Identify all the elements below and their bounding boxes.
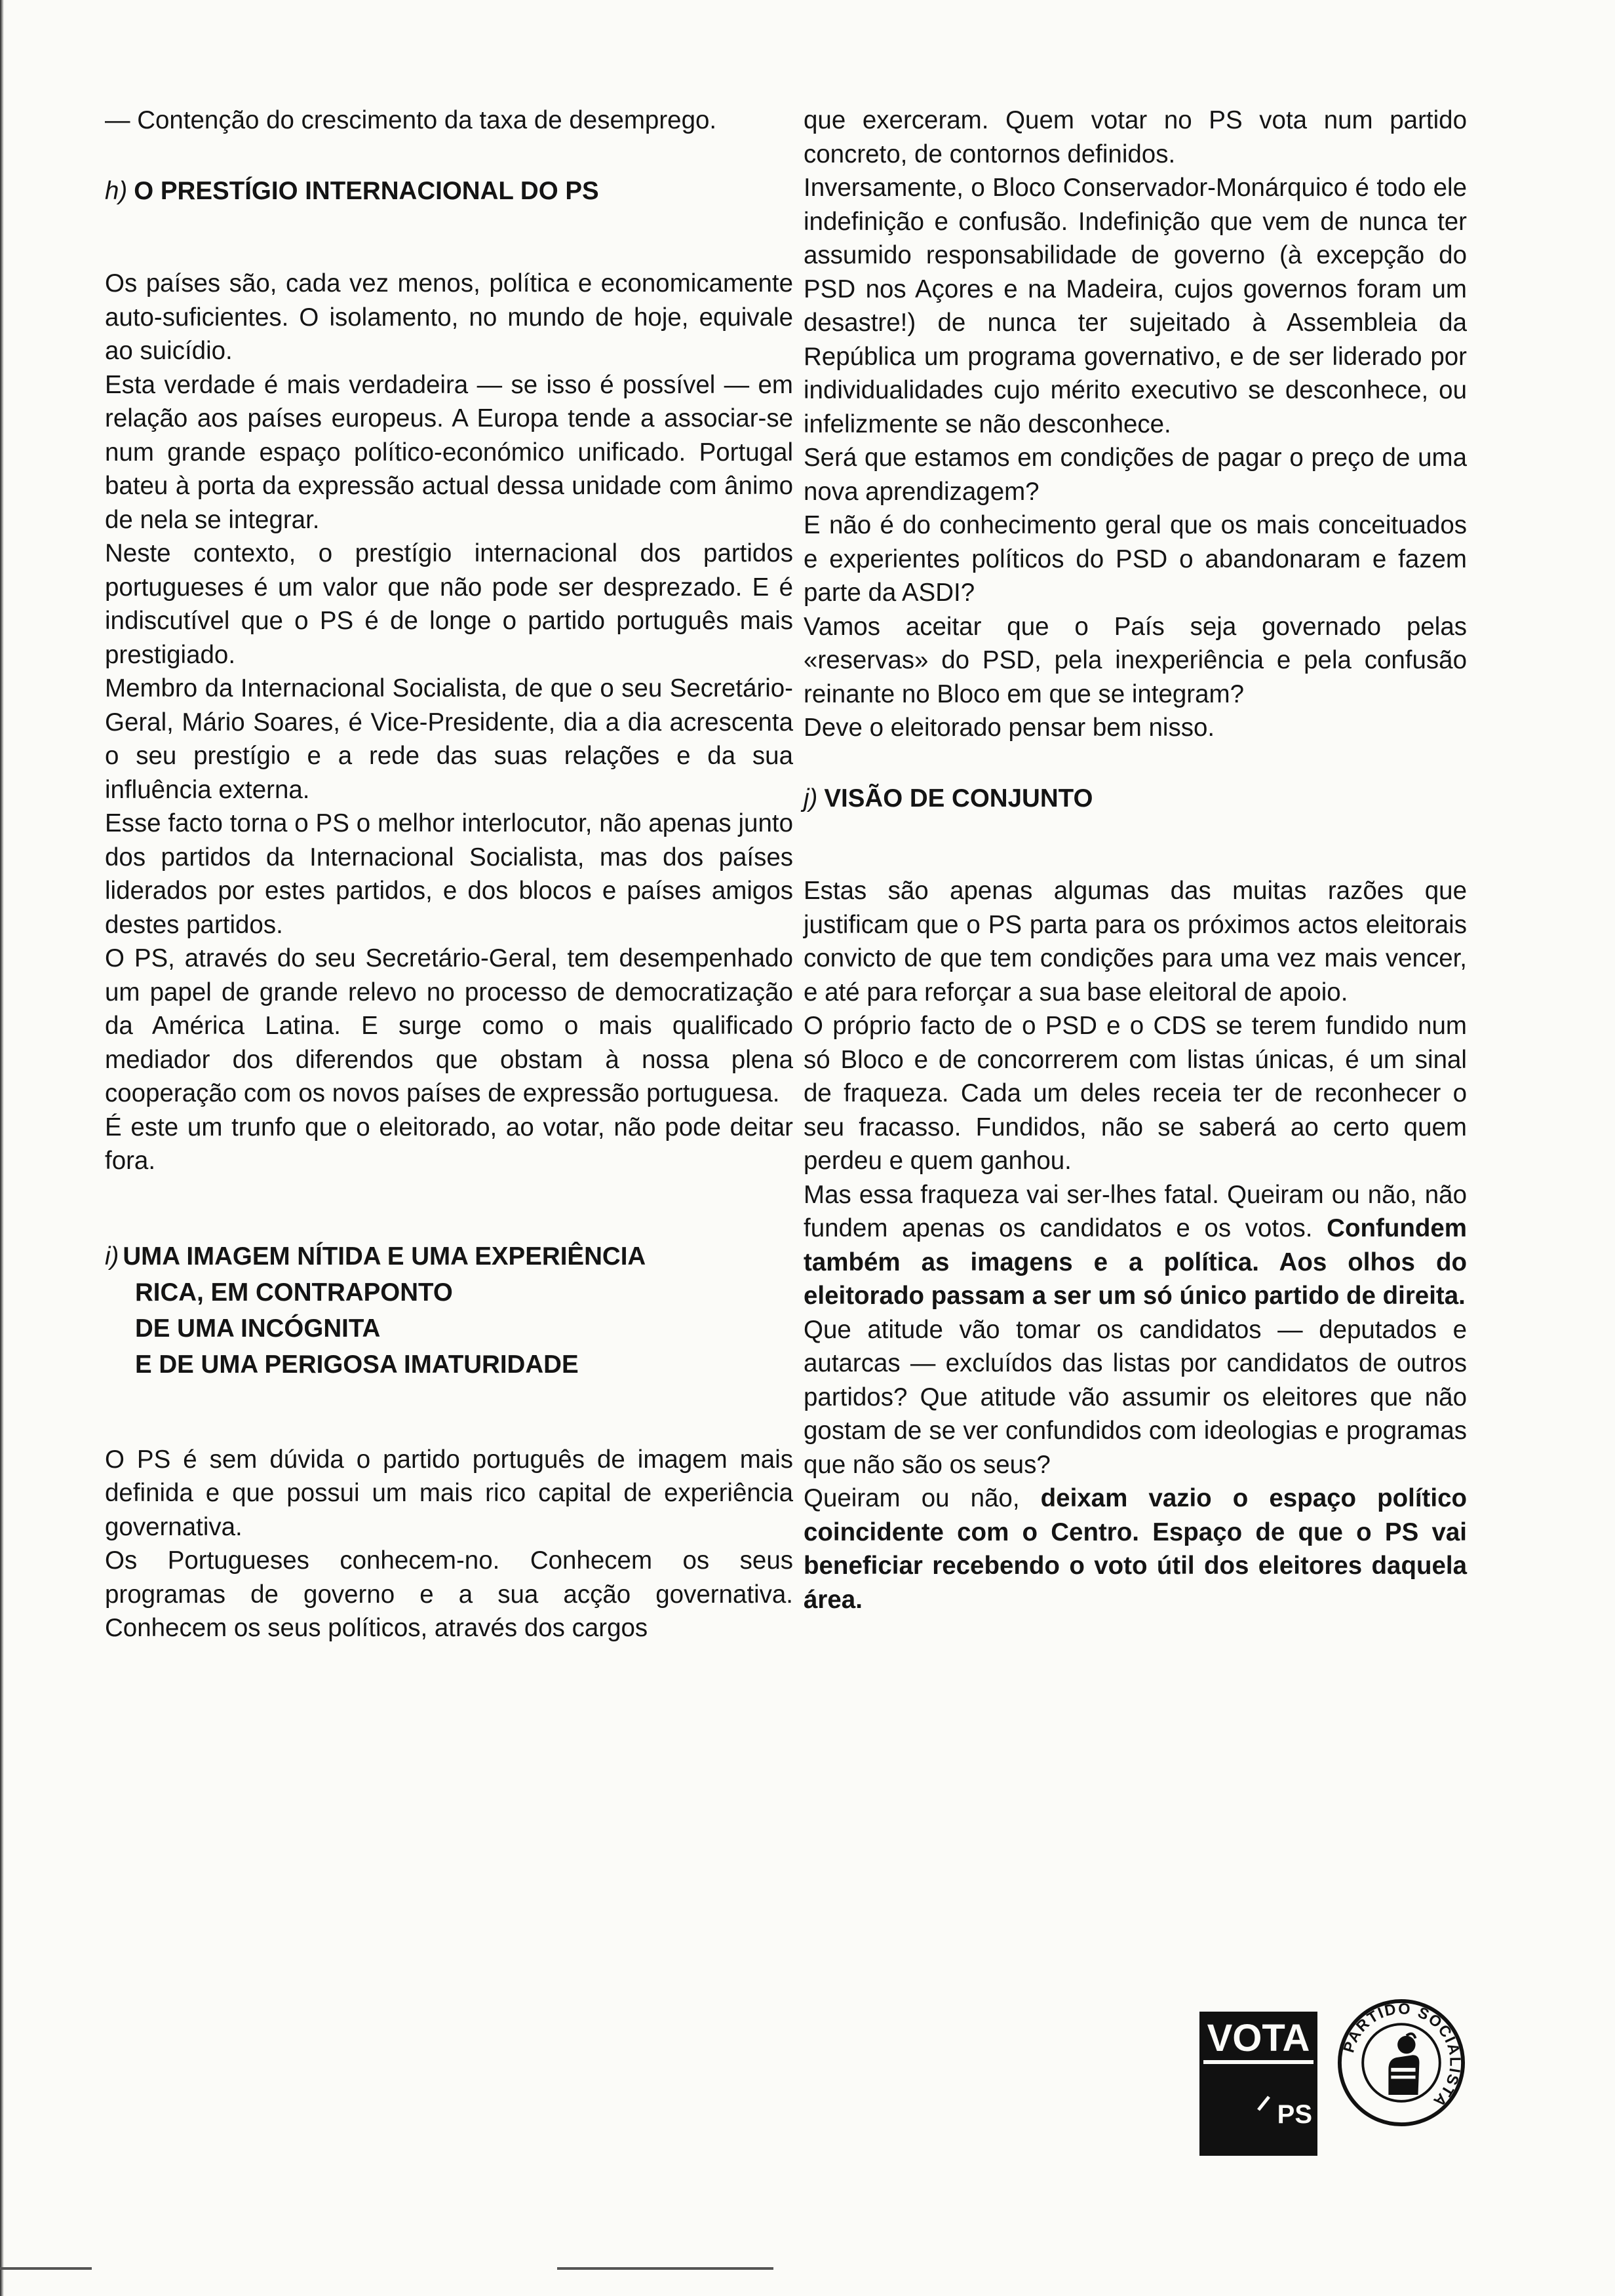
section-i-letter: i) xyxy=(105,1242,119,1271)
section-h-title: O PRESTÍGIO INTERNACIONAL DO PS xyxy=(134,176,599,205)
page-edge-shadow xyxy=(0,0,4,2296)
section-j-bold-text: deixam vazio o espaço político coincidente com o Centro. Espaço de que o PS vai beneficiar recebendo o voto útil dos eleitores daquela área. xyxy=(804,1484,1467,1614)
continuation-paragraph: Deve o eleitorado pensar bem nisso. xyxy=(804,714,1215,742)
section-j-title: VISÃO DE CONJUNTO xyxy=(824,784,1093,813)
section-j-paragraph: Que atitude vão tomar os candidatos — deputados e autarcas — excluídos das listas por candidatos de outros partidos? Que atitude vão assumir os eleitores que não gostam de se ver confundidos com ideologias e programas que não são os seus? xyxy=(804,1315,1467,1479)
section-i-paragraph: Os Portugueses conhecem-no. Conhecem os seus programas de governo e a sua acção governativa. Conhecem os seus políticos, através dos cargos xyxy=(105,1546,793,1642)
continuation-paragraph: E não é do conhecimento geral que os mais conceituados e experientes políticos do PSD o abandonaram e fazem parte da ASDI? xyxy=(804,511,1467,607)
section-i-title-line: RICA, EM CONTRAPONTO xyxy=(135,1278,453,1307)
section-j-paragraph: Estas são apenas algumas das muitas razões que justificam que o PS parta para os próximos actos eleitorais convicto de que tem condições para uma vez mais vencer, e até para reforçar a sua base eleitoral de apoio. xyxy=(804,877,1467,1006)
logo-area xyxy=(1193,1999,1468,2169)
section-j-heading xyxy=(804,782,1467,816)
scan-edge-line xyxy=(557,2267,773,2270)
intro-text: — Contenção do crescimento da taxa de desemprego. xyxy=(105,106,717,134)
vota-text: VOTA xyxy=(1207,2017,1310,2059)
section-j-paragraph xyxy=(804,1482,1467,1617)
section-h-paragraph: Esta verdade é mais verdadeira — se isso é possível — em relação aos países europeus. A Europa tende a associar-se num grande espaço político-económico unificado. Portugal bateu à porta da expressão actual dessa unidade com ânimo de nela se integrar. xyxy=(105,370,793,534)
section-i-title-line: E DE UMA PERIGOSA IMATURIDADE xyxy=(135,1350,579,1379)
section-h-heading xyxy=(105,174,793,208)
seal-text: PARTIDO SOCIALISTA xyxy=(1340,2000,1464,2111)
section-i-title-line: UMA IMAGEM NÍTIDA E UMA EXPERIÊNCIA xyxy=(123,1242,646,1271)
continuation-paragraph: Será que estamos em condições de pagar o preço de uma nova aprendizagem? xyxy=(804,444,1467,506)
section-j-letter: j) xyxy=(804,784,818,813)
scan-edge-line xyxy=(0,2267,92,2270)
section-j-text: Mas essa fraqueza vai ser-lhes fatal. Queiram ou não, não fundem apenas os candidatos e os votos. xyxy=(804,1180,1467,1242)
section-h-paragraph: Os países são, cada vez menos, política e economicamente auto-suficientes. O isolamento, no mundo de hoje, equivale ao suicídio. xyxy=(105,269,793,365)
section-h-paragraph: O PS, através do seu Secretário-Geral, tem desempenhado um papel de grande relevo no processo de democratização da América Latina. E surge como o mais qualificado mediador dos diferendos que obstam à nossa plena cooperação com os novos países de expressão portuguesa. xyxy=(105,944,793,1107)
ps-text: PS xyxy=(1277,2100,1312,2129)
vota-ps-logo xyxy=(1199,2012,1317,2156)
section-h-paragraph: É este um trunfo que o eleitorado, ao votar, não pode deitar fora. xyxy=(105,1113,793,1175)
section-i-heading xyxy=(105,1238,793,1383)
continuation-paragraph: Inversamente, o Bloco Conservador-Monárquico é todo ele indefinição e confusão. Indefinição que vem de nunca ter assumido responsabilidade de governo (à excepção do PSD nos Açores e na Madeira, cujos governos foram um desastre!) de nunca ter sujeitado à Assembleia da República um programa governativo, e de ser liderado por individualidades cujo mérito executivo se desconhece, ou infelizmente se não desconhece. xyxy=(804,174,1467,438)
section-i-title-line: DE UMA INCÓGNITA xyxy=(135,1314,381,1343)
continuation-paragraph: que exerceram. Quem votar no PS vota num partido concreto, de contornos definidos. xyxy=(804,106,1467,168)
section-i-paragraph: O PS é sem dúvida o partido português de imagem mais definida e que possui um mais rico capital de experiência governativa. xyxy=(105,1445,793,1541)
continuation-paragraph: Vamos aceitar que o País seja governado pelas «reservas» do PSD, pela inexperiência e pela confusão reinante no Bloco em que se integram? xyxy=(804,612,1467,708)
section-h-paragraph: Esse facto torna o PS o melhor interlocutor, não apenas junto dos partidos da Internacional Socialista, mas dos países liderados por estes partidos, e dos blocos e países amigos destes partidos. xyxy=(105,809,793,939)
section-h-paragraph: Neste contexto, o prestígio internacional dos partidos portugueses é um valor que não pode ser desprezado. E é indiscutível que o PS é de longe o partido português mais prestigiado. xyxy=(105,539,793,669)
section-j-text: Queiram ou não, xyxy=(804,1484,1020,1512)
section-j-bold-text: Confundem também as imagens e a política. Aos olhos do eleitorado passam a ser um só único partido de direita. xyxy=(804,1214,1468,1310)
section-j-paragraph xyxy=(804,1178,1467,1313)
left-column xyxy=(105,104,793,1645)
section-h-paragraph: Membro da Internacional Socialista, de que o seu Secretário-Geral, Mário Soares, é Vice-Presidente, dia a dia acrescenta o seu prestígio e a rede das suas relações e da sua influência externa. xyxy=(105,674,793,804)
section-j-paragraph: O próprio facto de o PSD e o CDS se terem fundido num só Bloco e de concorrerem com listas únicas, é um sinal de fraqueza. Cada um deles receia ter de reconhecer o seu fracasso. Fundidos, não se saberá ao certo quem perdeu e quem ganhou. xyxy=(804,1012,1467,1175)
fist-rose-icon xyxy=(1388,2034,1419,2095)
partido-socialista-seal xyxy=(1337,1999,1466,2127)
section-h-letter: h) xyxy=(105,176,128,205)
right-column xyxy=(804,104,1467,1617)
